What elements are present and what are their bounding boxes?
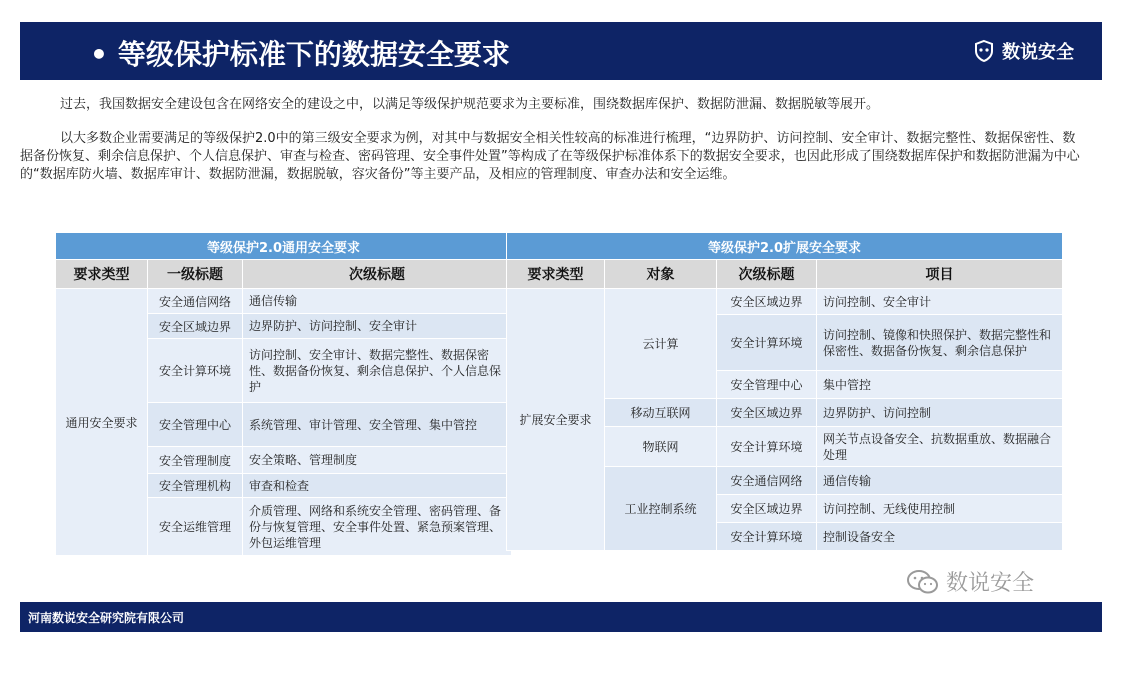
level2-cell: 访问控制、安全审计、数据完整性、数据保密性、数据备份恢复、剩余信息保护、个人信息保护: [243, 339, 512, 403]
footer-bar: [20, 602, 1102, 632]
level2-cell: 安全区域边界: [717, 399, 817, 427]
item-cell: 通信传输: [817, 467, 1063, 495]
level2-cell: 安全计算环境: [717, 315, 817, 371]
column-header: 次级标题: [243, 260, 512, 289]
level2-cell: 安全区域边界: [717, 289, 817, 315]
object-cell: 移动互联网: [605, 399, 717, 427]
level1-cell: 安全运维管理: [148, 498, 243, 556]
level2-cell: 安全管理中心: [717, 371, 817, 399]
general-requirements-table: [55, 232, 512, 556]
level2-cell: 安全计算环境: [717, 523, 817, 551]
item-cell: 集中管控: [817, 371, 1063, 399]
intro-paragraph: 过去，我国数据安全建设包含在网络安全的建设之中，以满足等级保护规范要求为主要标准，围绕数据库保护、数据防泄漏、数据脱敏等展开。: [60, 97, 880, 112]
level2-cell: 安全通信网络: [717, 467, 817, 495]
level1-cell: 安全管理中心: [148, 403, 243, 447]
wechat-watermark: [906, 566, 1034, 597]
level1-cell: 安全区域边界: [148, 314, 243, 339]
level2-cell: 边界防护、访问控制、安全审计: [243, 314, 512, 339]
column-header: 一级标题: [148, 260, 243, 289]
item-cell: 网关节点设备安全、抗数据重放、数据融合处理: [817, 427, 1063, 467]
level1-cell: 安全管理制度: [148, 447, 243, 474]
table-group-title: 等级保护2.0扩展安全要求: [507, 233, 1063, 260]
item-cell: 访问控制、镜像和快照保护、数据完整性和保密性、数据备份恢复、剩余信息保护: [817, 315, 1063, 371]
level1-cell: 安全计算环境: [148, 339, 243, 403]
title-bar: [20, 22, 1102, 80]
level2-cell: 安全区域边界: [717, 495, 817, 523]
object-cell: 云计算: [605, 289, 717, 399]
level2-cell: 系统管理、审计管理、安全管理、集中管控: [243, 403, 512, 447]
footer-company: 河南数说安全研究院有限公司: [28, 611, 185, 625]
wechat-icon: [906, 569, 940, 595]
column-header: 要求类型: [507, 260, 605, 289]
slide: [20, 22, 1102, 632]
logo-text: 数说安全: [1002, 42, 1074, 63]
level2-cell: 介质管理、网络和系统安全管理、密码管理、备份与恢复管理、安全事件处置、紧急预案管理、外包运维管理: [243, 498, 512, 556]
item-cell: 边界防护、访问控制: [817, 399, 1063, 427]
item-cell: 访问控制、无线使用控制: [817, 495, 1063, 523]
shield-logo-icon: [972, 39, 996, 63]
detail-paragraph: 以大多数企业需要满足的等级保护2.0中的第三级安全要求为例，对其中与数据安全相关性较高的标准进行梳理，“边界防护、访问控制、安全审计、数据完整性、数据保密性、数据备份恢复、剩余信息保护、个人信息保护、审查与检查、密码管理、安全事件处置”等构成了在等级保护标准体系下的数据安全要求，也因此形成了围绕数据库保护和数据防泄漏为中心的“数据库防火墙、数据库审计、数据防泄漏，数据脱敏，容灾备份”等主要产品，及相应的管理制度、审查办法和安全运维。: [20, 131, 1080, 182]
requirement-type-cell: 通用安全要求: [56, 289, 148, 556]
object-cell: 物联网: [605, 427, 717, 467]
table-group-title: 等级保护2.0通用安全要求: [56, 233, 512, 260]
requirement-type-cell: 扩展安全要求: [507, 289, 605, 551]
column-header: 对象: [605, 260, 717, 289]
column-header: 要求类型: [56, 260, 148, 289]
column-header: 项目: [817, 260, 1063, 289]
level2-cell: 审查和检查: [243, 474, 512, 498]
level1-cell: 安全管理机构: [148, 474, 243, 498]
level2-cell: 通信传输: [243, 289, 512, 314]
title-text: 等级保护标准下的数据安全要求: [117, 38, 510, 71]
level2-cell: 安全计算环境: [717, 427, 817, 467]
brand-logo: [972, 38, 1074, 64]
level1-cell: 安全通信网络: [148, 289, 243, 314]
item-cell: 访问控制、安全审计: [817, 289, 1063, 315]
title-bullet: •: [90, 38, 108, 71]
watermark-text: 数说安全: [946, 571, 1035, 596]
item-cell: 控制设备安全: [817, 523, 1063, 551]
column-header: 次级标题: [717, 260, 817, 289]
level2-cell: 安全策略、管理制度: [243, 447, 512, 474]
page-title: [90, 33, 510, 73]
extended-requirements-table: [506, 232, 1063, 551]
object-cell: 工业控制系统: [605, 467, 717, 551]
